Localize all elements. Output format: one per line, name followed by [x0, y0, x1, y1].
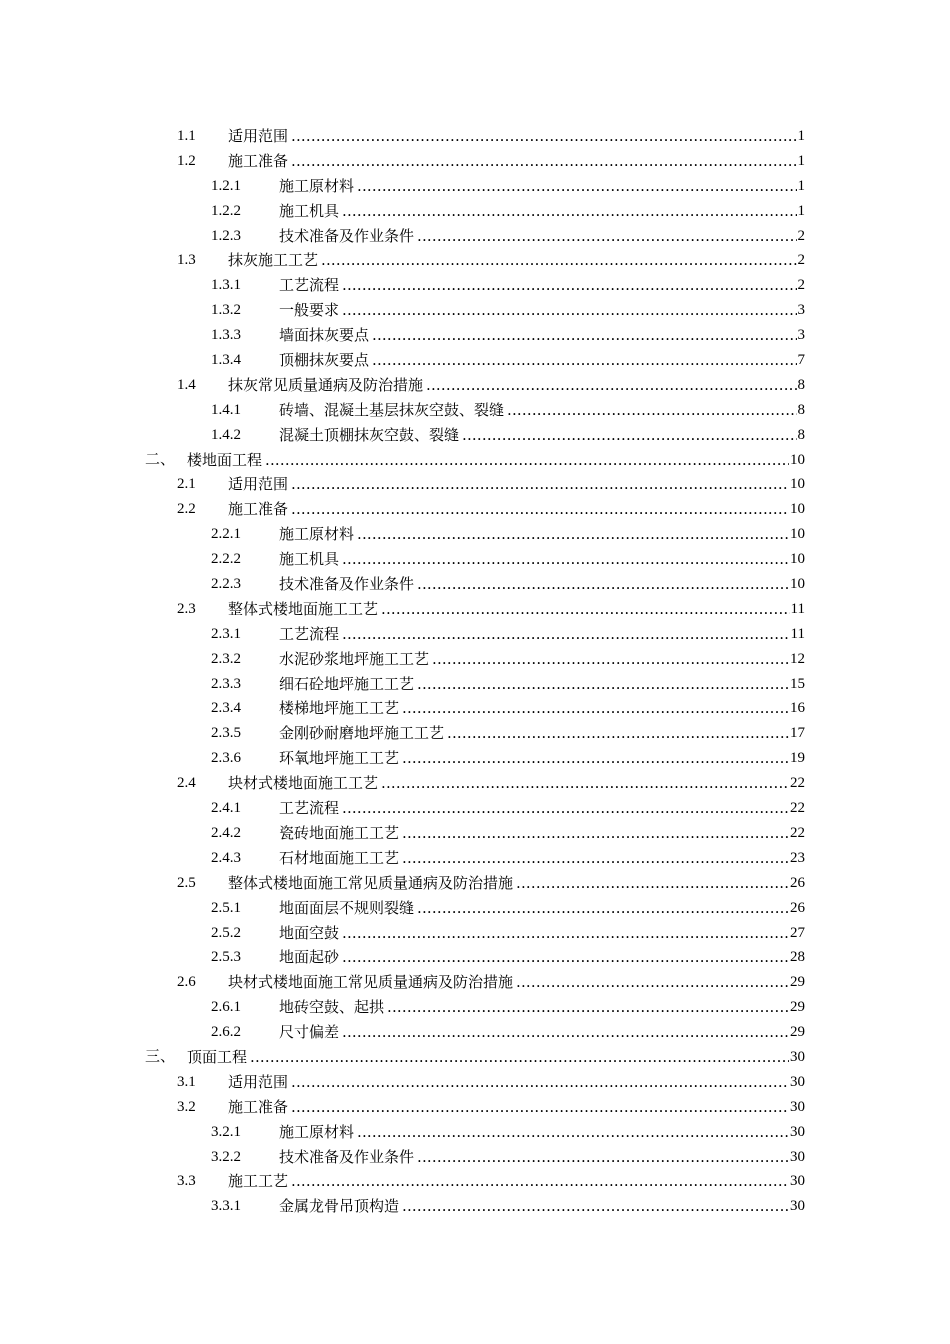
toc-entry-number: 2.2.2 — [211, 551, 241, 568]
toc-entry-number: 2.3 — [177, 600, 196, 617]
toc-entry-page-number: 17 — [790, 725, 805, 742]
toc-entry[interactable] — [0, 1095, 950, 1120]
dot-leader — [417, 224, 797, 249]
toc-entry[interactable] — [0, 323, 950, 348]
toc-entry-number: 2.6 — [177, 974, 196, 991]
dot-leader — [342, 547, 789, 572]
toc-entry-title: 一般要求 — [279, 298, 340, 323]
toc-entry-title-wrap — [279, 846, 400, 871]
toc-entry-title-wrap — [279, 647, 430, 672]
dot-leader — [417, 572, 789, 597]
toc-entry-page-number: 26 — [790, 899, 805, 916]
toc-entry-page-number: 19 — [790, 750, 805, 767]
toc-entry[interactable] — [0, 298, 950, 323]
toc-entry-page-number: 30 — [790, 1073, 805, 1090]
toc-entry-number: 1.4 — [177, 376, 196, 393]
toc-entry-title: 金刚砂耐磨地坪施工工艺 — [279, 721, 445, 746]
dot-leader — [447, 721, 789, 746]
toc-entry-page-number: 10 — [790, 476, 805, 493]
toc-entry[interactable] — [0, 970, 950, 995]
toc-entry-title-wrap — [228, 771, 379, 796]
toc-entry-title: 地面面层不规则裂缝 — [279, 896, 415, 921]
dot-leader — [516, 871, 789, 896]
toc-entry-page-number: 10 — [790, 576, 805, 593]
toc-entry-title-wrap — [228, 970, 514, 995]
dot-leader — [291, 472, 789, 497]
dot-leader — [357, 1120, 789, 1145]
toc-entry-title: 抹灰施工工艺 — [228, 248, 319, 273]
toc-entry-title: 工艺流程 — [279, 622, 340, 647]
toc-entry-title-wrap — [187, 448, 263, 473]
toc-entry-page-number: 27 — [790, 924, 805, 941]
toc-entry[interactable] — [0, 572, 950, 597]
dot-leader — [381, 597, 790, 622]
toc-entry-title: 施工机具 — [279, 199, 340, 224]
toc-entry-title-wrap — [279, 547, 340, 572]
toc-entry-number: 2.6.1 — [211, 999, 241, 1016]
toc-entry-title-wrap — [279, 273, 340, 298]
dot-leader — [357, 522, 789, 547]
toc-entry-title: 技术准备及作业条件 — [279, 224, 415, 249]
toc-entry-number: 2.2.3 — [211, 576, 241, 593]
toc-entry[interactable] — [0, 995, 950, 1020]
toc-entry-title-wrap — [228, 1095, 289, 1120]
toc-entry-title: 技术准备及作业条件 — [279, 1145, 415, 1170]
toc-entry-page-number: 30 — [790, 1123, 805, 1140]
toc-entry-page-number: 1 — [797, 202, 805, 219]
dot-leader — [342, 796, 789, 821]
dot-leader — [417, 672, 789, 697]
dot-leader — [402, 696, 789, 721]
toc-entry[interactable] — [0, 273, 950, 298]
toc-entry-number: 2.4.3 — [211, 849, 241, 866]
toc-entry[interactable] — [0, 174, 950, 199]
dot-leader — [402, 1194, 789, 1219]
toc-entry-title: 适用范围 — [228, 124, 289, 149]
toc-entry-title-wrap — [279, 746, 400, 771]
toc-entry-page-number: 11 — [790, 600, 805, 617]
toc-entry[interactable] — [0, 373, 950, 398]
toc-entry-title: 工艺流程 — [279, 796, 340, 821]
toc-entry-number: 1.2.3 — [211, 227, 241, 244]
toc-entry[interactable] — [0, 522, 950, 547]
toc-entry-title-wrap — [279, 796, 340, 821]
dot-leader — [402, 821, 789, 846]
dot-leader — [417, 896, 789, 921]
toc-entry[interactable] — [0, 1045, 950, 1070]
dot-leader — [372, 323, 797, 348]
toc-entry-title: 块材式楼地面施工常见质量通病及防治措施 — [228, 970, 514, 995]
toc-entry-number: 2.5.2 — [211, 924, 241, 941]
toc-entry[interactable] — [0, 647, 950, 672]
dot-leader — [291, 1169, 789, 1194]
toc-entry-page-number: 7 — [797, 352, 805, 369]
toc-entry[interactable] — [0, 771, 950, 796]
toc-entry-title-wrap — [228, 248, 319, 273]
toc-entry-title-wrap — [279, 945, 340, 970]
dot-leader — [342, 945, 789, 970]
toc-entry-number: 2.3.1 — [211, 625, 241, 642]
toc-entry-number: 2.4.1 — [211, 800, 241, 817]
toc-entry-title: 石材地面施工工艺 — [279, 846, 400, 871]
toc-entry-title: 水泥砂浆地坪施工工艺 — [279, 647, 430, 672]
toc-entry-number: 2.4 — [177, 775, 196, 792]
toc-entry-title: 适用范围 — [228, 1070, 289, 1095]
toc-entry[interactable] — [0, 1070, 950, 1095]
toc-entry-number: 1.3.2 — [211, 302, 241, 319]
toc-entry[interactable] — [0, 423, 950, 448]
toc-entry-title-wrap — [279, 921, 340, 946]
toc-entry-title: 地面起砂 — [279, 945, 340, 970]
toc-entry-title-wrap — [228, 871, 514, 896]
toc-entry-page-number: 30 — [790, 1198, 805, 1215]
toc-entry-title-wrap — [279, 298, 340, 323]
toc-entry-title-wrap — [279, 199, 340, 224]
toc-entry-number: 2.3.2 — [211, 650, 241, 667]
toc-entry-page-number: 10 — [790, 451, 805, 468]
toc-entry-page-number: 1 — [797, 128, 805, 144]
toc-entry-title: 瓷砖地面施工工艺 — [279, 821, 400, 846]
toc-entry[interactable] — [0, 224, 950, 249]
toc-entry-number: 3.2 — [177, 1098, 196, 1115]
toc-entry-title: 抹灰常见质量通病及防治措施 — [228, 373, 424, 398]
toc-entry-number: 3.3.1 — [211, 1198, 241, 1215]
toc-entry-page-number: 30 — [790, 1098, 805, 1115]
toc-entry-page-number: 28 — [790, 949, 805, 966]
toc-entry-title: 金属龙骨吊顶构造 — [279, 1194, 400, 1219]
toc-entry-title: 混凝土顶棚抹灰空鼓、裂缝 — [279, 423, 460, 448]
toc-entry-page-number: 11 — [790, 625, 805, 642]
toc-entry-number: 1.4.2 — [211, 426, 241, 443]
toc-entry-title: 工艺流程 — [279, 273, 340, 298]
dot-leader — [387, 995, 789, 1020]
toc-entry-title-wrap — [279, 696, 400, 721]
toc-entry-title: 适用范围 — [228, 472, 289, 497]
toc-entry[interactable] — [0, 746, 950, 771]
toc-entry-title-wrap — [279, 672, 415, 697]
toc-entry[interactable] — [0, 1020, 950, 1045]
toc-entry-title-wrap — [279, 821, 400, 846]
toc-entry[interactable] — [0, 796, 950, 821]
toc-entry-title: 施工原材料 — [279, 522, 355, 547]
toc-entry-title: 顶面工程 — [187, 1045, 248, 1070]
toc-entry-page-number: 30 — [790, 1173, 805, 1190]
toc-entry-number: 2.5.3 — [211, 949, 241, 966]
toc-entry-number: 二、 — [145, 451, 176, 468]
toc-entry-title: 技术准备及作业条件 — [279, 572, 415, 597]
toc-entry-number: 3.3 — [177, 1173, 196, 1190]
toc-entry-number: 2.4.2 — [211, 824, 241, 841]
toc-entry-title-wrap — [228, 1070, 289, 1095]
toc-entry-number: 2.6.2 — [211, 1024, 241, 1041]
toc-entry-title-wrap — [228, 497, 289, 522]
dot-leader — [357, 174, 797, 199]
toc-entry-title-wrap — [279, 348, 370, 373]
toc-entry-page-number: 8 — [797, 426, 805, 443]
dot-leader — [417, 1145, 789, 1170]
toc-entry[interactable] — [0, 448, 950, 473]
toc-entry-page-number: 15 — [790, 675, 805, 692]
dot-leader — [250, 1045, 789, 1070]
toc-entry[interactable] — [0, 1120, 950, 1145]
toc-entry-title: 墙面抹灰要点 — [279, 323, 370, 348]
toc-entry-title: 施工准备 — [228, 149, 289, 174]
toc-entry[interactable] — [0, 348, 950, 373]
toc-entry-page-number: 22 — [790, 775, 805, 792]
dot-leader — [291, 1070, 789, 1095]
toc-entry-title-wrap — [279, 224, 415, 249]
toc-entry[interactable] — [0, 821, 950, 846]
toc-entry-title: 施工准备 — [228, 1095, 289, 1120]
toc-entry[interactable] — [0, 248, 950, 273]
toc-entry-number: 1.2.1 — [211, 177, 241, 194]
toc-entry-title-wrap — [279, 174, 355, 199]
toc-entry-title: 施工工艺 — [228, 1169, 289, 1194]
toc-entry-title: 施工原材料 — [279, 174, 355, 199]
toc-entry-number: 1.1 — [177, 128, 196, 144]
toc-entry-title: 施工准备 — [228, 497, 289, 522]
toc-entry-title-wrap — [228, 373, 424, 398]
toc-entry-page-number: 2 — [797, 227, 805, 244]
toc-entry-number: 2.3.6 — [211, 750, 241, 767]
toc-entry-page-number: 10 — [790, 551, 805, 568]
toc-entry[interactable] — [0, 622, 950, 647]
toc-entry-number: 1.3.1 — [211, 277, 241, 294]
toc-entry-title-wrap — [279, 522, 355, 547]
table-of-contents — [0, 124, 950, 1219]
toc-entry-page-number: 3 — [797, 327, 805, 344]
toc-entry-page-number: 30 — [790, 1048, 805, 1065]
toc-entry-number: 三、 — [145, 1048, 176, 1065]
toc-entry-page-number: 30 — [790, 1148, 805, 1165]
toc-entry-title-wrap — [279, 398, 505, 423]
toc-entry-title: 地面空鼓 — [279, 921, 340, 946]
toc-entry-number: 2.3.4 — [211, 700, 241, 717]
toc-entry-page-number: 1 — [797, 177, 805, 194]
toc-entry-title-wrap — [228, 472, 289, 497]
dot-leader — [402, 746, 789, 771]
toc-entry-page-number: 1 — [797, 152, 805, 169]
toc-entry-title: 施工机具 — [279, 547, 340, 572]
toc-entry-title-wrap — [279, 572, 415, 597]
toc-entry-title-wrap — [279, 995, 385, 1020]
toc-entry-page-number: 12 — [790, 650, 805, 667]
toc-entry-page-number: 23 — [790, 849, 805, 866]
dot-leader — [265, 448, 789, 473]
toc-entry-title: 砖墙、混凝土基层抹灰空鼓、裂缝 — [279, 398, 505, 423]
dot-leader — [342, 298, 797, 323]
toc-entry-title-wrap — [228, 1169, 289, 1194]
toc-entry[interactable] — [0, 921, 950, 946]
toc-entry-title: 楼地面工程 — [187, 448, 263, 473]
toc-entry-number: 2.2.1 — [211, 526, 241, 543]
toc-entry-title-wrap — [279, 622, 340, 647]
dot-leader — [342, 921, 789, 946]
toc-entry-page-number: 10 — [790, 501, 805, 518]
dot-leader — [291, 149, 797, 174]
dot-leader — [291, 1095, 789, 1120]
toc-entry-title: 细石砼地坪施工工艺 — [279, 672, 415, 697]
dot-leader — [291, 497, 789, 522]
toc-entry-page-number: 29 — [790, 1024, 805, 1041]
toc-entry-title-wrap — [228, 597, 379, 622]
toc-entry-page-number: 8 — [797, 401, 805, 418]
toc-entry-number: 3.1 — [177, 1073, 196, 1090]
toc-entry[interactable] — [0, 871, 950, 896]
toc-entry-number: 1.2 — [177, 152, 196, 169]
toc-entry[interactable] — [0, 472, 950, 497]
toc-entry[interactable] — [0, 547, 950, 572]
dot-leader — [516, 970, 789, 995]
toc-entry-number: 1.2.2 — [211, 202, 241, 219]
toc-entry[interactable] — [0, 945, 950, 970]
dot-leader — [432, 647, 789, 672]
toc-entry-number: 3.2.2 — [211, 1148, 241, 1165]
toc-entry-page-number: 22 — [790, 800, 805, 817]
toc-entry-number: 1.3 — [177, 252, 196, 269]
dot-leader — [342, 1020, 789, 1045]
toc-entry[interactable] — [0, 1194, 950, 1219]
toc-entry-page-number: 29 — [790, 974, 805, 991]
toc-entry[interactable] — [0, 696, 950, 721]
toc-entry-page-number: 22 — [790, 824, 805, 841]
toc-entry-title-wrap — [228, 149, 289, 174]
dot-leader — [402, 846, 789, 871]
toc-entry[interactable] — [0, 149, 950, 174]
toc-entry-title: 尺寸偏差 — [279, 1020, 340, 1045]
toc-entry-page-number: 16 — [790, 700, 805, 717]
toc-entry-title: 整体式楼地面施工常见质量通病及防治措施 — [228, 871, 514, 896]
toc-entry-title-wrap — [279, 1145, 415, 1170]
toc-entry-title-wrap — [279, 1120, 355, 1145]
toc-entry-title-wrap — [279, 1194, 400, 1219]
toc-entry[interactable] — [0, 1145, 950, 1170]
toc-entry-page-number: 2 — [797, 277, 805, 294]
toc-entry-title-wrap — [187, 1045, 248, 1070]
toc-entry-number: 3.2.1 — [211, 1123, 241, 1140]
toc-entry[interactable] — [0, 124, 950, 149]
toc-entry-title: 块材式楼地面施工工艺 — [228, 771, 379, 796]
toc-entry-title-wrap — [279, 1020, 340, 1045]
dot-leader — [426, 373, 797, 398]
toc-entry-title: 施工原材料 — [279, 1120, 355, 1145]
dot-leader — [381, 771, 789, 796]
dot-leader — [342, 199, 797, 224]
toc-entry-number: 2.5 — [177, 874, 196, 891]
toc-entry-title-wrap — [279, 423, 460, 448]
toc-entry-title: 地砖空鼓、起拱 — [279, 995, 385, 1020]
toc-entry-title: 环氧地坪施工工艺 — [279, 746, 400, 771]
toc-entry-page-number: 8 — [797, 376, 805, 393]
toc-entry[interactable] — [0, 1169, 950, 1194]
dot-leader — [342, 273, 797, 298]
toc-entry-number: 2.3.5 — [211, 725, 241, 742]
toc-entry-title-wrap — [279, 323, 370, 348]
toc-entry[interactable] — [0, 597, 950, 622]
dot-leader — [372, 348, 797, 373]
dot-leader — [321, 248, 797, 273]
toc-entry-number: 1.3.4 — [211, 352, 241, 369]
toc-entry-title-wrap — [279, 721, 445, 746]
toc-entry-page-number: 26 — [790, 874, 805, 891]
toc-entry[interactable] — [0, 672, 950, 697]
toc-entry-number: 2.1 — [177, 476, 196, 493]
toc-entry-number: 2.2 — [177, 501, 196, 518]
toc-entry-title: 顶棚抹灰要点 — [279, 348, 370, 373]
dot-leader — [462, 423, 797, 448]
toc-entry-number: 2.3.3 — [211, 675, 241, 692]
toc-entry-title: 整体式楼地面施工工艺 — [228, 597, 379, 622]
toc-entry-page-number: 10 — [790, 526, 805, 543]
toc-entry-page-number: 29 — [790, 999, 805, 1016]
toc-entry-title-wrap — [279, 896, 415, 921]
toc-entry[interactable] — [0, 497, 950, 522]
toc-entry-title-wrap — [228, 124, 289, 149]
toc-entry-number: 2.5.1 — [211, 899, 241, 916]
toc-entry-page-number: 3 — [797, 302, 805, 319]
dot-leader — [342, 622, 790, 647]
toc-entry-page-number: 2 — [797, 252, 805, 269]
toc-entry-title: 楼梯地坪施工工艺 — [279, 696, 400, 721]
toc-entry[interactable] — [0, 721, 950, 746]
toc-entry-number: 1.4.1 — [211, 401, 241, 418]
dot-leader — [291, 124, 797, 149]
toc-entry[interactable] — [0, 846, 950, 871]
toc-entry[interactable] — [0, 896, 950, 921]
toc-entry[interactable] — [0, 398, 950, 423]
toc-entry[interactable] — [0, 199, 950, 224]
dot-leader — [507, 398, 797, 423]
toc-entry-number: 1.3.3 — [211, 327, 241, 344]
